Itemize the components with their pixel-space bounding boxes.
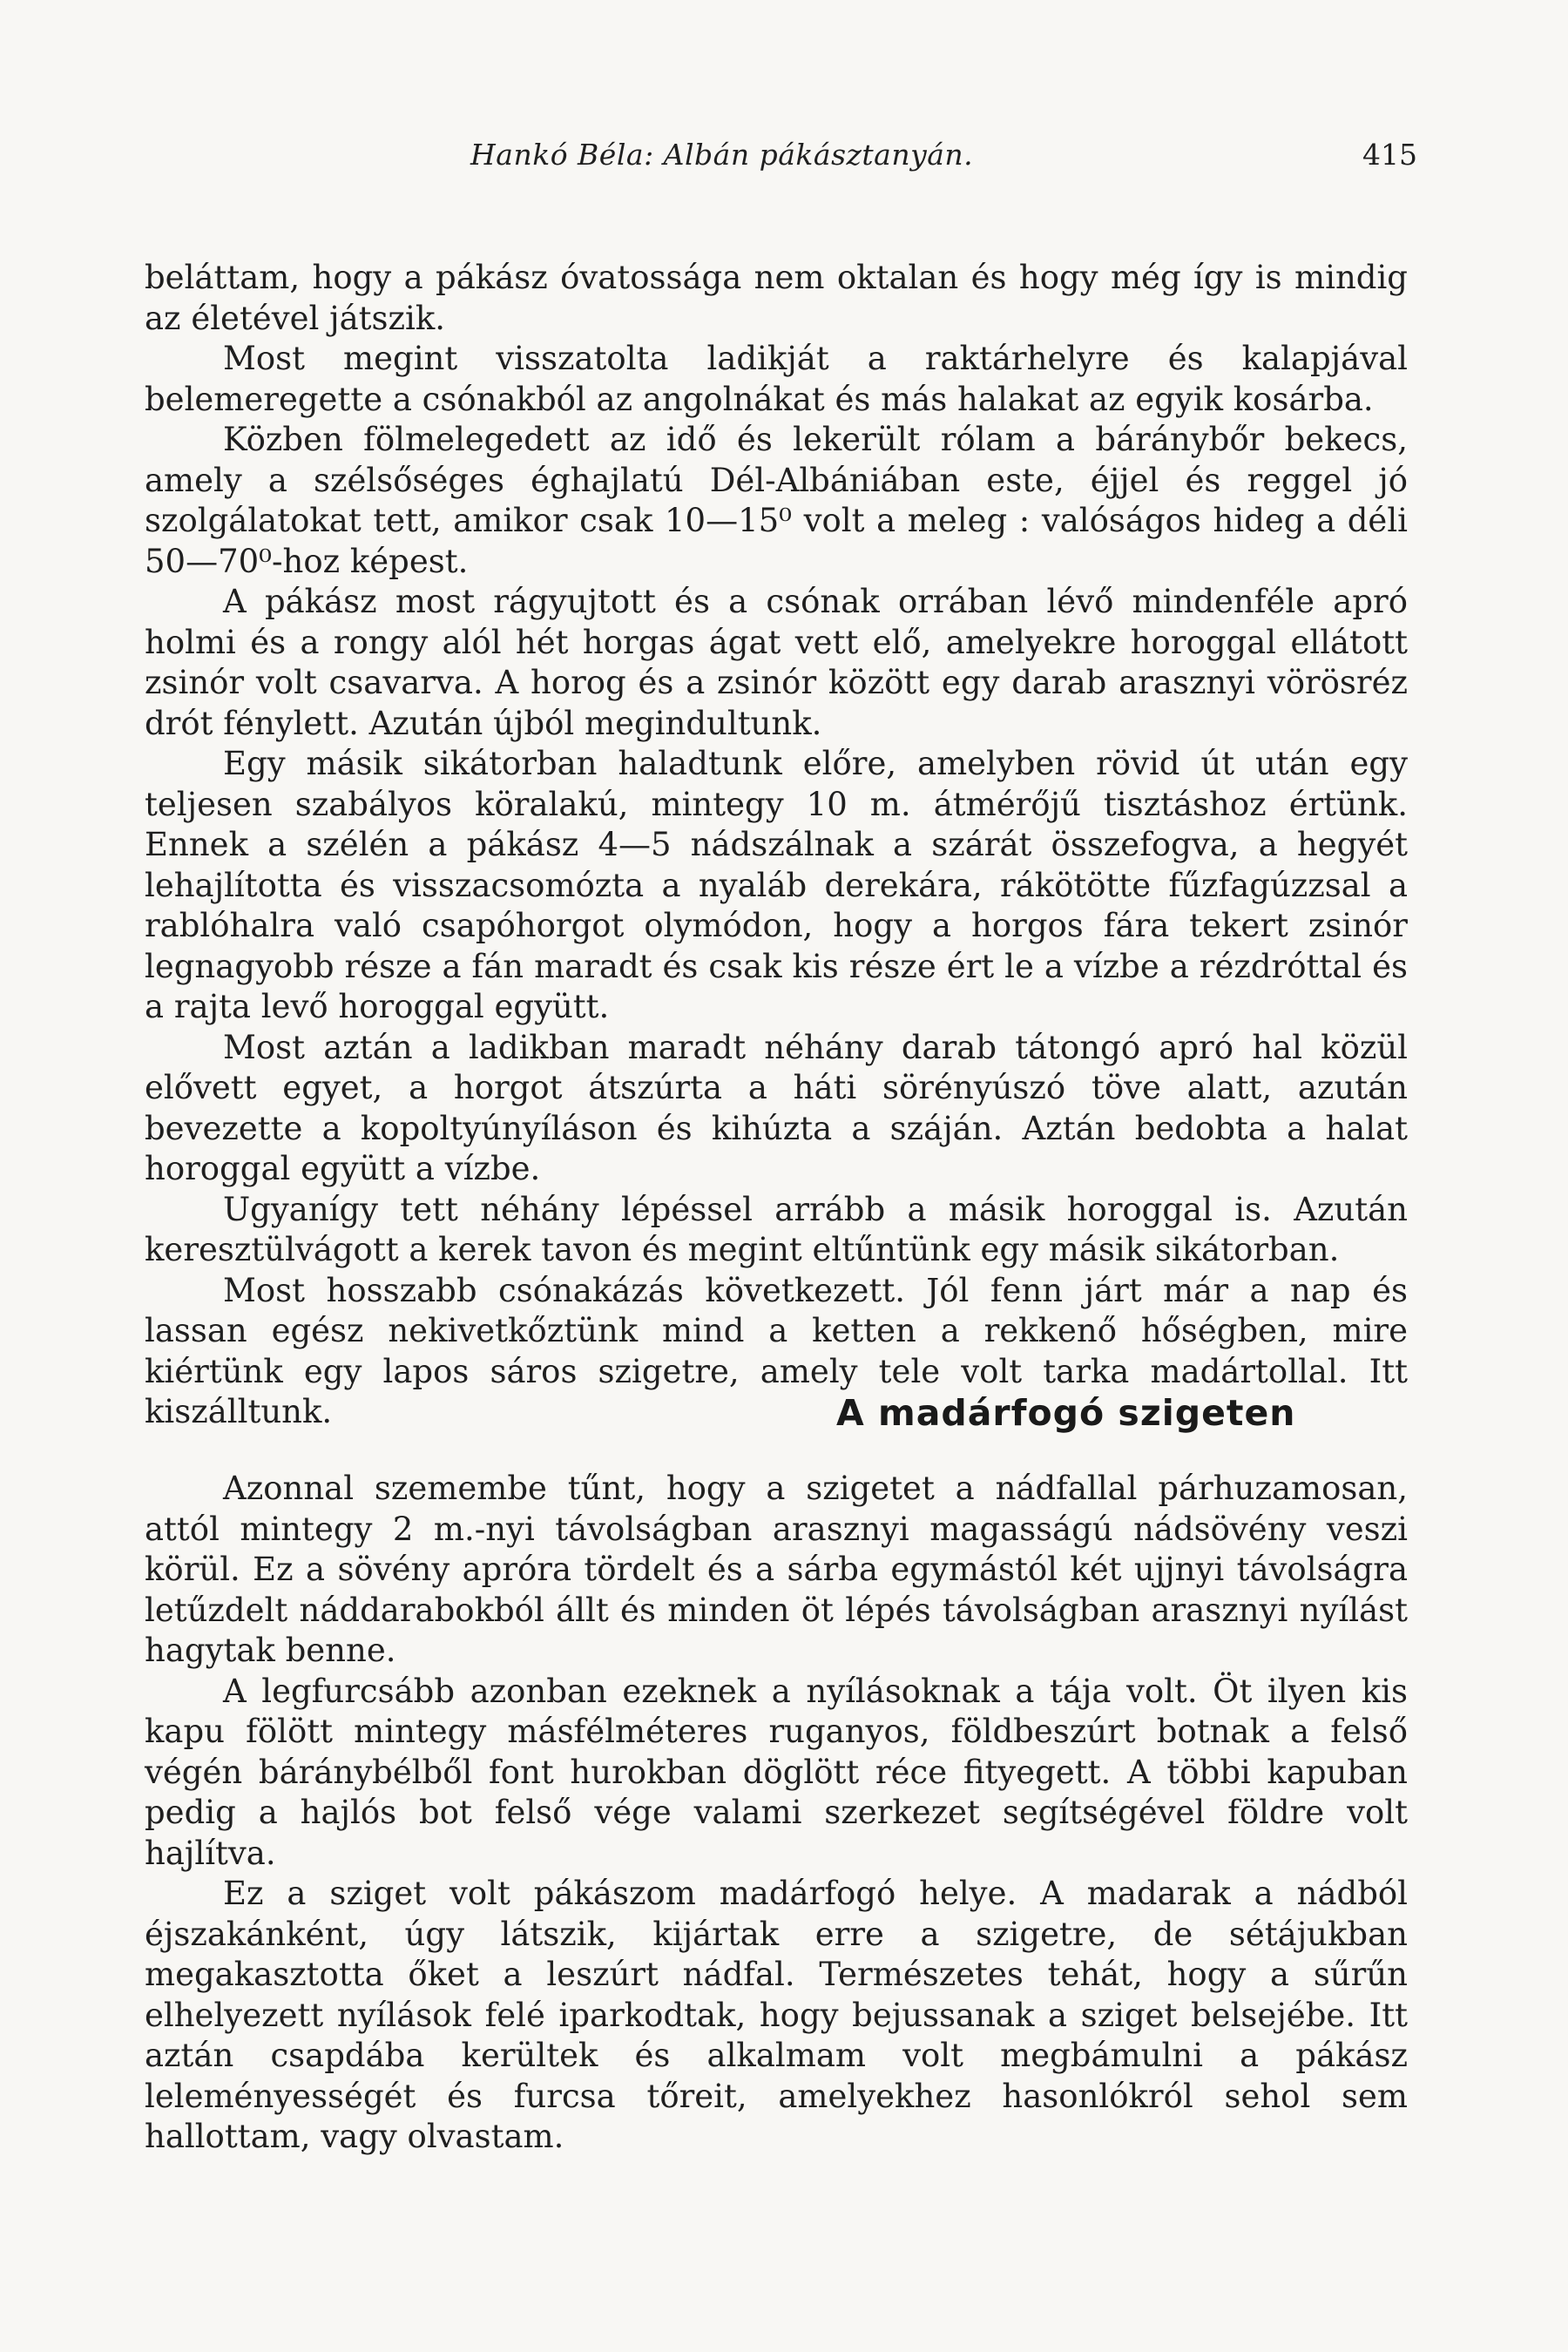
paragraph: Azonnal szemembe tűnt, hogy a szigetet a nádfallal párhuzamosan, attól mintegy 2 m.-nyi távolságban arasznyi magasságú nádsövény veszi körül. Ez a sövény apróra tördelt és a sárba egymástól két ujjnyi távolságra letűzdelt náddarabokból állt és minden öt lépés távolságban arasznyi nyílást hagytak benne. (145, 1470, 1408, 1669)
section-heading: A madárfogó szigeten (836, 1392, 1296, 1434)
paragraph: A legfurcsább azonban ezeknek a nyílásoknak a tája volt. Öt ilyen kis kapu fölött mintegy másfélméteres ruganyos, földbeszúrt botnak a felső végén báránybélből font hurokban döglött réce fityegett. A többi kapuban pedig a hajlós bot felső vége valami szerkezet segítségével földre volt hajlítva. (145, 1672, 1408, 1872)
paragraph: beláttam, hogy a pákász óvatossága nem oktalan és hogy még így is mindig az életével játszik. (145, 259, 1408, 337)
paragraph: Most aztán a ladikban maradt néhány darab tátongó apró hal közül elővett egyet, a horgot átszúrta a háti sörényúszó töve alatt, azután bevezette a kopoltyúnyíláson és kihúzta a száján. Aztán bedobta a halat horoggal együtt a vízbe. (145, 1028, 1408, 1187)
running-title: Hankó Béla: Albán pákásztanyán. (470, 138, 974, 172)
running-header (0, 138, 1429, 179)
paragraph: Most megint visszatolta ladikját a raktárhelyre és kalapjával belemeregette a csónakból az angolnákat és más halakat az egyik kosárba. (145, 340, 1408, 418)
section-text (145, 1469, 1408, 2158)
paragraph: Közben fölmelegedett az idő és lekerült rólam a báránybőr bekecs, amely a szélsőséges éghajlatú Dél-Albániában este, éjjel és reggel jó szolgálatokat tett, amikor csak 10—15⁰ volt a meleg : valóságos hideg a déli 50—70⁰-hoz képest. (145, 421, 1408, 580)
paragraph: Most hosszabb csónakázás következett. Jól fenn járt már a nap és lassan egész nekivetkőztünk mind a ketten a rekkenő hőségben, mire kiértünk egy lapos sáros szigetre, amely tele volt tarka madártollal. Itt kiszálltunk. (145, 1271, 1408, 1430)
paragraph: Egy másik sikátorban haladtunk előre, amelyben rövid út után egy teljesen szabályos köralakú, mintegy 10 m. átmérőjű tisztáshoz értünk. Ennek a szélén a pákász 4—5 nádszálnak a szárát összefogva, a hegyét lehajlította és visszacsomózta a nyaláb derekára, rákötötte fűzfagúzzsal a rablóhalra való csapóhorgot olymódon, hogy a horgos fára tekert zsinór legnagyobb része a fán maradt és csak kis része ért le a vízbe a rézdróttal és a rajta levő horoggal együtt. (145, 745, 1408, 1025)
paragraph: A pákász most rágyujtott és a csónak orrában lévő mindenféle apró holmi és a rongy alól hét horgas ágat vett elő, amelyekre horoggal ellátott zsinór volt csavarva. A horog és a zsinór között egy darab arasznyi vörösréz drót fénylett. Azután újból megindultunk. (145, 583, 1408, 742)
paragraph: Ez a sziget volt pákászom madárfogó helye. A madarak a nádból éjszakánként, úgy látszik, kijártak erre a szigetre, de sétájukban megakasztotta őket a leszúrt nádfal. Természetes tehát, hogy a sűrűn elhelyezett nyílások felé iparkodtak, hogy bejussanak a sziget belsejébe. Itt aztán csapdába kerültek és alkalmam volt megbámulni a pákász leleményességét és furcsa tőreit, amelyekhez hasonlókról sehol sem hallottam, vagy olvastam. (145, 1875, 1408, 2155)
main-text (145, 258, 1408, 1433)
page-number: 415 (1362, 138, 1417, 172)
paragraph: Ugyanígy tett néhány lépéssel arrább a másik horoggal is. Azután keresztülvágott a kerek tavon és megint eltűntünk egy másik sikátorban. (145, 1190, 1408, 1268)
